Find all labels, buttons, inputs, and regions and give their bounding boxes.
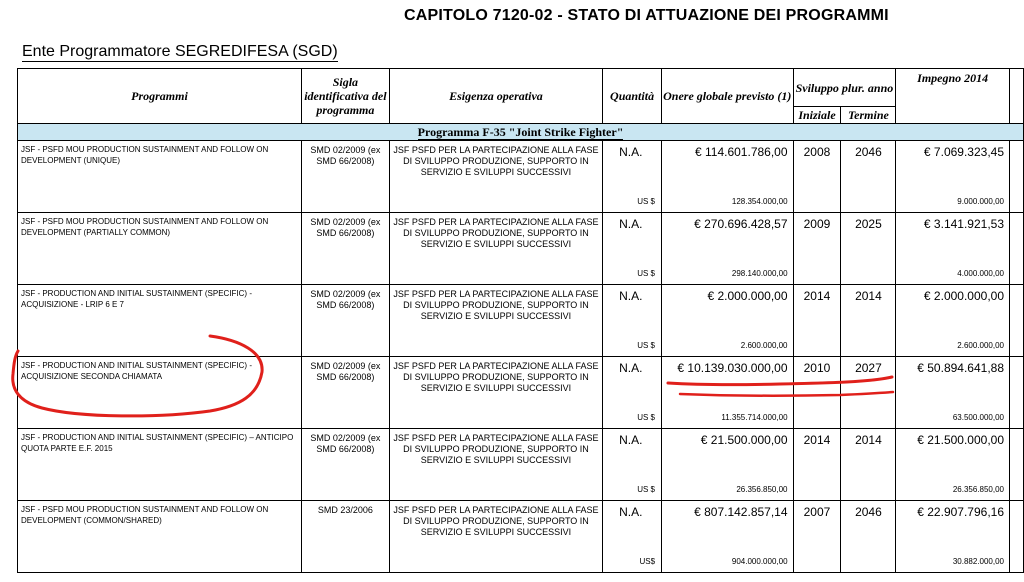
onere-cell	[662, 501, 794, 573]
next-column-cell	[1010, 357, 1024, 429]
year-termine: 2014	[841, 429, 896, 501]
quantity-cell	[603, 213, 662, 285]
onere-cell	[662, 357, 794, 429]
next-column-cell	[1010, 285, 1024, 357]
header-next	[1010, 69, 1024, 124]
impegno-usd: 63.500.000,00	[952, 413, 1004, 422]
year-iniziale: 2009	[793, 213, 841, 285]
next-column-cell	[1010, 429, 1024, 501]
header-quantita: Quantità	[603, 69, 662, 124]
quantity-cell	[603, 501, 662, 573]
year-termine: 2025	[841, 213, 896, 285]
impegno-eur: € 3.141.921,53	[923, 217, 1004, 231]
program-sigla: SMD 23/2006	[301, 501, 389, 573]
impegno-usd: 26.356.850,00	[952, 485, 1004, 494]
year-termine: 2046	[841, 501, 896, 573]
table-row	[18, 501, 1024, 573]
onere-usd: 128.354.000,00	[731, 197, 788, 206]
impegno-usd: 4.000.000,00	[957, 269, 1004, 278]
impegno-cell	[896, 501, 1010, 573]
header-impegno: Impegno 2014	[896, 69, 1010, 124]
program-esigenza: JSF PSFD PER LA PARTECIPAZIONE ALLA FASE DI SVILUPPO PRODUZIONE, SUPPORTO IN SERVIZIO E SVILUPPI SUCCESSIVI	[389, 285, 602, 357]
table-row	[18, 213, 1024, 285]
header-sigla: Sigla identificativa del programma	[301, 69, 389, 124]
program-sigla: SMD 02/2009 (ex SMD 66/2008)	[301, 213, 389, 285]
impegno-usd: 9.000.000,00	[957, 197, 1004, 206]
year-iniziale: 2014	[793, 429, 841, 501]
year-iniziale: 2010	[793, 357, 841, 429]
table-row	[18, 357, 1024, 429]
impegno-cell	[896, 429, 1010, 501]
program-name: JSF - PRODUCTION AND INITIAL SUSTAINMENT (SPECIFIC) – ANTICIPO QUOTA PARTE E.F. 2015	[18, 429, 302, 501]
program-name: JSF - PRODUCTION AND INITIAL SUSTAINMENT (SPECIFIC) - ACQUISIZIONE - LRIP 6 E 7	[18, 285, 302, 357]
onere-usd: 11.355.714.000,00	[721, 413, 788, 422]
year-termine: 2014	[841, 285, 896, 357]
table-row	[18, 429, 1024, 501]
impegno-eur: € 7.069.323,45	[923, 145, 1004, 159]
program-esigenza: JSF PSFD PER LA PARTECIPAZIONE ALLA FASE DI SVILUPPO PRODUZIONE, SUPPORTO IN SERVIZIO E SVILUPPI SUCCESSIVI	[389, 429, 602, 501]
program-sigla: SMD 02/2009 (ex SMD 66/2008)	[301, 429, 389, 501]
program-banner-text: Programma F-35 "Joint Strike Fighter"	[417, 124, 624, 139]
page-title: CAPITOLO 7120-02 - STATO DI ATTUAZIONE DEI PROGRAMMI	[404, 7, 889, 24]
quantity-cell	[603, 141, 662, 213]
program-esigenza: JSF PSFD PER LA PARTECIPAZIONE ALLA FASE DI SVILUPPO PRODUZIONE, SUPPORTO IN SERVIZIO E SVILUPPI SUCCESSIVI	[389, 357, 602, 429]
program-name: JSF - PRODUCTION AND INITIAL SUSTAINMENT (SPECIFIC) - ACQUISIZIONE SECONDA CHIAMATA	[18, 357, 302, 429]
impegno-usd: 2.600.000,00	[957, 341, 1004, 350]
programs-table	[17, 68, 1024, 573]
currency-label: US$	[639, 557, 656, 566]
impegno-eur: € 2.000.000,00	[923, 289, 1004, 303]
onere-eur: € 10.139.030.000,00	[677, 361, 788, 375]
onere-eur: € 270.696.428,57	[694, 217, 788, 231]
impegno-eur: € 50.894.641,88	[917, 361, 1004, 375]
onere-eur: € 807.142.857,14	[694, 505, 788, 519]
onere-cell	[662, 285, 794, 357]
impegno-cell	[896, 285, 1010, 357]
onere-usd: 2.600.000,00	[740, 341, 788, 350]
header-programmi: Programmi	[18, 69, 302, 124]
onere-cell	[662, 213, 794, 285]
program-esigenza: JSF PSFD PER LA PARTECIPAZIONE ALLA FASE DI SVILUPPO PRODUZIONE, SUPPORTO IN SERVIZIO E SVILUPPI SUCCESSIVI	[389, 213, 602, 285]
program-name: JSF - PSFD MOU PRODUCTION SUSTAINMENT AND FOLLOW ON DEVELOPMENT (PARTIALLY COMMON)	[18, 213, 302, 285]
impegno-eur: € 21.500.000,00	[917, 433, 1004, 447]
quantity-cell	[603, 357, 662, 429]
quantity-value: N.A.	[619, 361, 643, 375]
program-banner	[18, 124, 1024, 141]
currency-label: US $	[637, 341, 656, 350]
currency-label: US $	[637, 413, 656, 422]
currency-label: US $	[637, 269, 656, 278]
onere-usd: 298.140.000,00	[731, 269, 788, 278]
quantity-cell	[603, 429, 662, 501]
program-sigla: SMD 02/2009 (ex SMD 66/2008)	[301, 357, 389, 429]
quantity-value: N.A.	[619, 505, 643, 519]
table-row	[18, 285, 1024, 357]
impegno-cell	[896, 357, 1010, 429]
quantity-value: N.A.	[619, 289, 643, 303]
quantity-cell	[603, 285, 662, 357]
header-iniziale: Iniziale	[793, 107, 841, 124]
onere-cell	[662, 141, 794, 213]
table-row	[18, 141, 1024, 213]
program-name: JSF - PSFD MOU PRODUCTION SUSTAINMENT AND FOLLOW ON DEVELOPMENT (UNIQUE)	[18, 141, 302, 213]
currency-label: US $	[637, 197, 656, 206]
header-termine: Termine	[841, 107, 896, 124]
program-sigla: SMD 02/2009 (ex SMD 66/2008)	[301, 285, 389, 357]
onere-usd: 26.356.850,00	[736, 485, 788, 494]
year-termine: 2027	[841, 357, 896, 429]
onere-eur: € 114.601.786,00	[694, 145, 788, 159]
ente-programmatore: Ente Programmatore SEGREDIFESA (SGD)	[22, 43, 338, 60]
program-esigenza: JSF PSFD PER LA PARTECIPAZIONE ALLA FASE DI SVILUPPO PRODUZIONE, SUPPORTO IN SERVIZIO E SVILUPPI SUCCESSIVI	[389, 501, 602, 573]
quantity-value: N.A.	[619, 145, 643, 159]
quantity-value: N.A.	[619, 433, 643, 447]
header-esigenza: Esigenza operativa	[389, 69, 602, 124]
header-sviluppo: Sviluppo plur. anno	[793, 69, 896, 107]
currency-label: US $	[637, 485, 656, 494]
quantity-value: N.A.	[619, 217, 643, 231]
year-iniziale: 2008	[793, 141, 841, 213]
impegno-cell	[896, 141, 1010, 213]
onere-eur: € 2.000.000,00	[707, 289, 788, 303]
onere-cell	[662, 429, 794, 501]
year-iniziale: 2007	[793, 501, 841, 573]
year-iniziale: 2014	[793, 285, 841, 357]
program-esigenza: JSF PSFD PER LA PARTECIPAZIONE ALLA FASE DI SVILUPPO PRODUZIONE, SUPPORTO IN SERVIZIO E SVILUPPI SUCCESSIVI	[389, 141, 602, 213]
onere-usd: 904.000.000,00	[731, 557, 788, 566]
impegno-usd: 30.882.000,00	[952, 557, 1004, 566]
next-column-cell	[1010, 213, 1024, 285]
table-body	[18, 124, 1024, 573]
onere-eur: € 21.500.000,00	[700, 433, 788, 447]
program-name: JSF - PSFD MOU PRODUCTION SUSTAINMENT AND FOLLOW ON DEVELOPMENT (COMMON/SHARED)	[18, 501, 302, 573]
next-column-cell	[1010, 141, 1024, 213]
year-termine: 2046	[841, 141, 896, 213]
header-onere: Onere globale previsto (1)	[662, 69, 794, 124]
impegno-cell	[896, 213, 1010, 285]
next-column-cell	[1010, 501, 1024, 573]
impegno-eur: € 22.907.796,16	[917, 505, 1004, 519]
program-sigla: SMD 02/2009 (ex SMD 66/2008)	[301, 141, 389, 213]
